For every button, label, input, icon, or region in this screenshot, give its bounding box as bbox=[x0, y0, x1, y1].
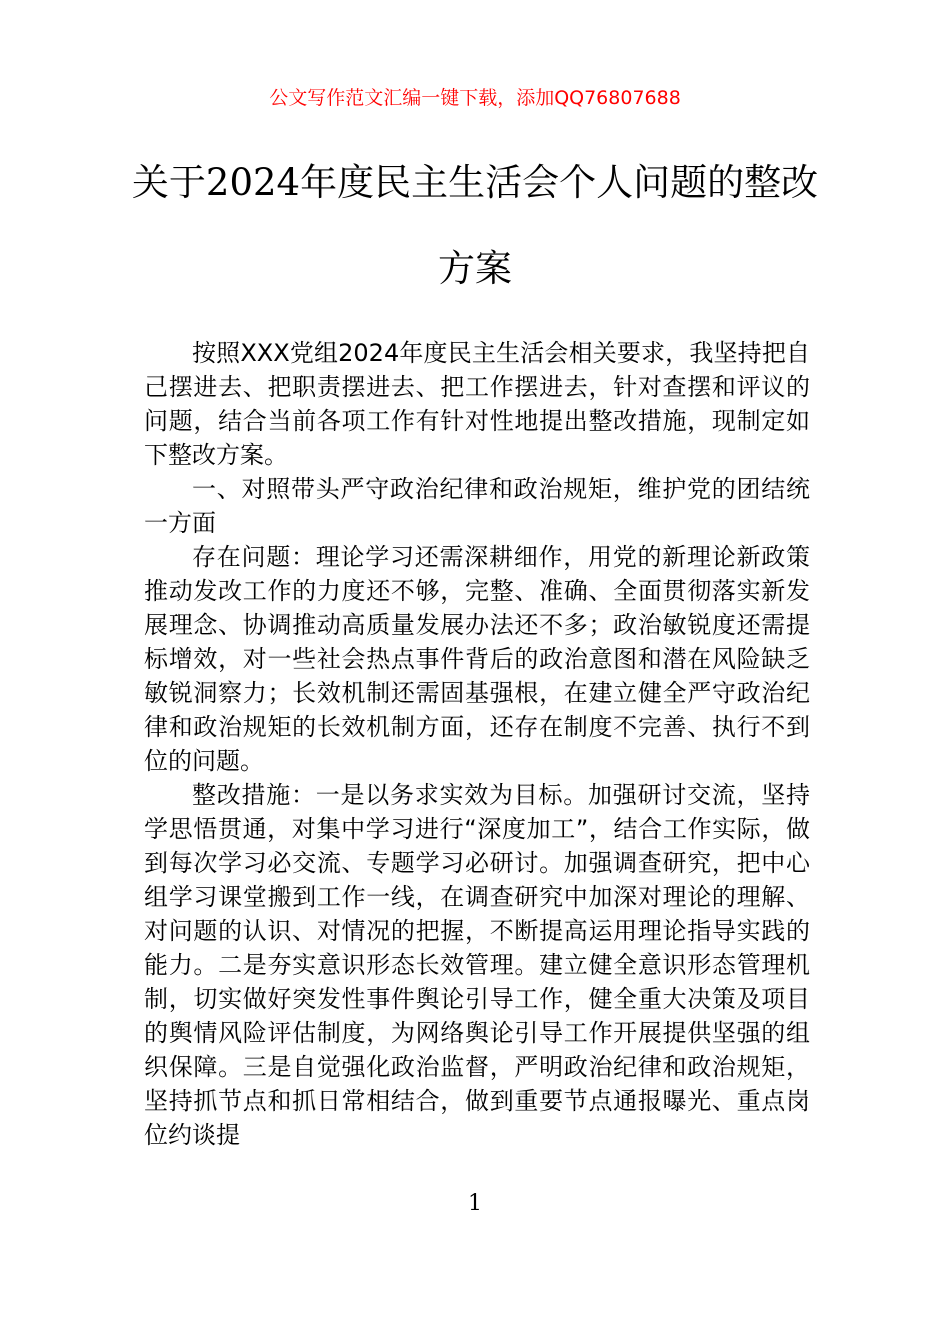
document-title bbox=[120, 140, 830, 312]
measures-paragraph: 整改措施：一是以务求实效为目标。加强研讨交流，坚持学思悟贯通，对集中学习进行“深度加工”，结合工作实际，做到每次学习必交流、专题学习必研讨。加强调查研究，把中心组学习课堂搬到工作一线，在调查研究中加深对理论的理解、对问题的认识、对情况的把握，不断提高运用理论指导实践的能力。二是夯实意识形态长效管理。建立健全意识形态管理机制，切实做好突发性事件舆论引导工作，健全重大决策及项目的舆情风险评估制度，为网络舆论引导工作开展提供坚强的组织保障。三是自觉强化政治监督，严明政治纪律和政治规矩，坚持抓节点和抓日常相结合，做到重要节点通报曝光、重点岗位约谈提 bbox=[144, 781, 810, 1149]
section-heading: 一、对照带头严守政治纪律和政治规矩，维护党的团结统一方面 bbox=[144, 475, 810, 537]
page-number: 1 bbox=[468, 1191, 482, 1216]
title-line-2: 方案 bbox=[438, 247, 512, 290]
promo-banner: 公文写作范文汇编一键下载，添加QQ76807688 bbox=[269, 87, 681, 109]
title-line-1: 关于2024年度民主生活会个人问题的整改 bbox=[131, 161, 819, 204]
problems-paragraph: 存在问题：理论学习还需深耕细作，用党的新理论新政策推动发改工作的力度还不够，完整、准确、全面贯彻落实新发展理念、协调推动高质量发展办法还不多；政治敏锐度还需提标增效，对一些社会热点事件背后的政治意图和潜在风险缺乏敏锐洞察力；长效机制还需固基强根，在建立健全严守政治纪律和政治规矩的长效机制方面，还存在制度不完善、执行不到位的问题。 bbox=[144, 543, 810, 775]
intro-paragraph: 按照XXX党组2024年度民主生活会相关要求，我坚持把自己摆进去、把职责摆进去、把工作摆进去，针对查摆和评议的问题，结合当前各项工作有针对性地提出整改措施，现制定如下整改方案。 bbox=[144, 339, 810, 469]
document-body bbox=[144, 336, 810, 1152]
